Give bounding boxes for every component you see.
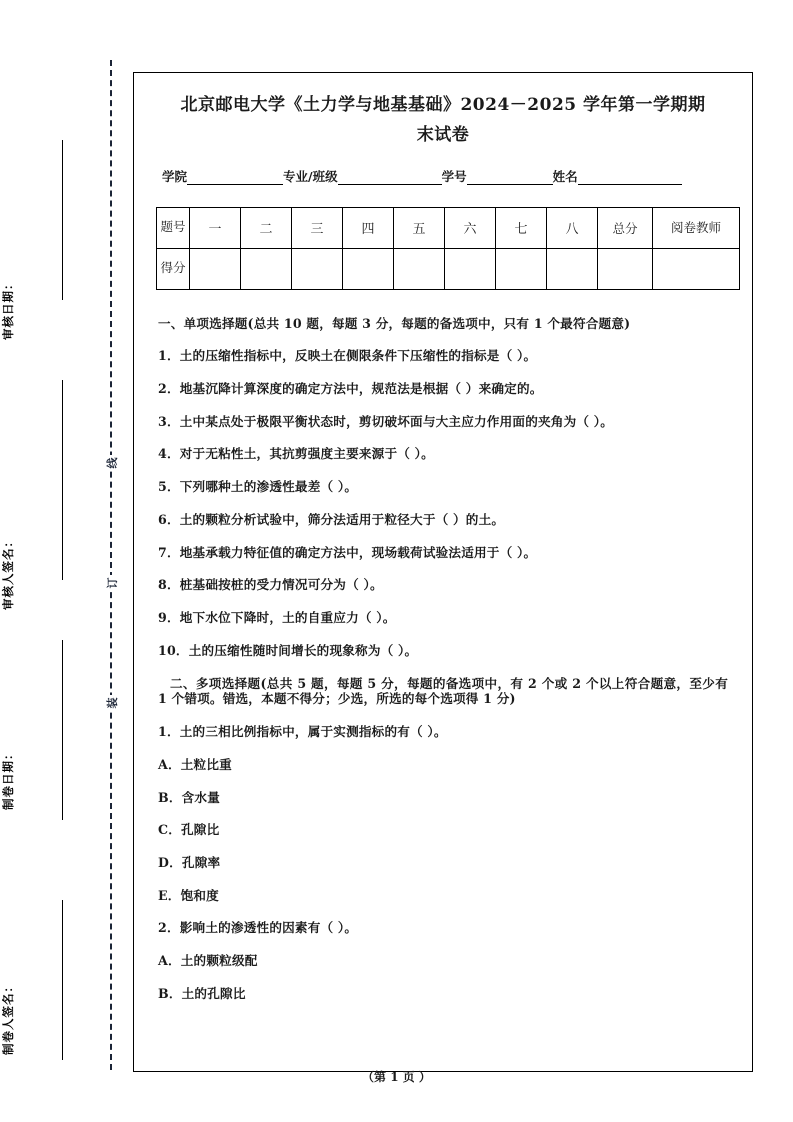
score-cell-5[interactable] [394,248,445,289]
field-student-id [442,167,553,185]
question-2-1-option-c: C．孔隙比 [158,822,220,838]
section-heading-single-choice: 一、单项选择题(总共 10 题，每题 3 分，每题的备选项中，只有 1 个最符合题意) [158,315,631,331]
question-1-10: 10．土的压缩性随时间增长的现象称为（ ）。 [158,642,418,658]
margin-label-review-date: 审核日期： [1,277,15,340]
exam-sheet [133,72,753,1072]
field-student-id-input[interactable] [467,171,553,185]
seam-char-pack: 装 [101,695,123,711]
margin-rule-2 [62,380,63,580]
score-col-teacher: 阅卷教师 [653,207,740,248]
margin-label-reviewer-signature: 审核人签名： [1,535,15,610]
question-body [156,316,730,1002]
question-2-2-option-b: B．土的孔隙比 [158,985,246,1001]
field-name-input[interactable] [578,171,682,185]
field-major-class [283,167,442,185]
score-col-7: 七 [496,207,547,248]
score-col-4: 四 [343,207,394,248]
margin-rule-1 [62,140,63,300]
score-col-8: 八 [547,207,598,248]
binding-margin [0,0,133,1122]
student-info-line [156,167,730,185]
question-2-1-option-b: B．含水量 [158,789,221,805]
score-col-2: 二 [241,207,292,248]
field-college-label: 学院 [162,168,188,184]
question-1-2: 2．地基沉降计算深度的确定方法中，规范法是根据（ ）来确定的。 [158,380,543,396]
question-1-7: 7．地基承载力特征值的确定方法中，现场载荷试验法适用于（ ）。 [158,544,537,560]
field-name [553,167,682,185]
question-2-1: 1．土的三相比例指标中，属于实测指标的有（ ）。 [158,724,447,740]
question-1-6: 6．土的颗粒分析试验中，筛分法适用于粒径大于（ ）的土。 [158,511,505,527]
question-2-2: 2．影响土的渗透性的因素有（ ）。 [158,920,358,936]
score-col-6: 六 [445,207,496,248]
question-1-9: 9．地下水位下降时，土的自重应力（ ）。 [158,610,396,626]
margin-label-preparer-signature: 制卷人签名： [1,980,15,1055]
field-student-id-label: 学号 [441,168,467,184]
score-col-total: 总分 [598,207,653,248]
margin-rule-3 [62,640,63,820]
score-cell-teacher[interactable] [653,248,740,289]
question-1-1: 1．土的压缩性指标中，反映土在侧限条件下压缩性的指标是（ ）。 [158,348,537,364]
seam-char-bind: 订 [101,575,123,591]
field-name-label: 姓名 [552,168,578,184]
score-table [156,207,740,290]
question-2-1-option-e: E．饱和度 [158,887,219,903]
score-cell-total[interactable] [598,248,653,289]
score-col-3: 三 [292,207,343,248]
score-cell-6[interactable] [445,248,496,289]
page-footer: （第 1 页 ） [362,1070,431,1084]
score-cell-2[interactable] [241,248,292,289]
score-cell-8[interactable] [547,248,598,289]
question-2-1-option-a: A．土粒比重 [158,756,232,772]
exam-title-line-2: 末试卷 [416,124,470,145]
score-col-1: 一 [190,207,241,248]
margin-label-prepare-date: 制卷日期： [1,747,15,810]
question-2-2-option-a: A．土的颗粒级配 [158,953,258,969]
field-college [162,167,283,185]
field-major-class-label: 专业/班级 [283,168,338,184]
question-1-5: 5．下列哪种土的渗透性最差（ ）。 [158,479,358,495]
exam-title-line-1: 北京邮电大学《土力学与地基基础》2024－2025 学年第一学期期 [180,95,706,115]
question-2-1-option-d: D．孔隙率 [158,854,221,870]
table-row-scores [157,248,740,289]
score-cell-1[interactable] [190,248,241,289]
binding-dashed-line [110,60,112,1070]
seam-char-line: 线 [101,455,123,471]
score-table-row-label-score: 得分 [157,248,190,289]
exam-title [162,91,724,151]
question-1-4: 4．对于无粘性土，其抗剪强度主要来源于（ ）。 [158,446,434,462]
margin-rule-4 [62,900,63,1060]
score-cell-7[interactable] [496,248,547,289]
field-college-input[interactable] [187,171,283,185]
score-cell-4[interactable] [343,248,394,289]
question-1-3: 3．土中某点处于极限平衡状态时，剪切破坏面与大主应力作用面的夹角为（ ）。 [158,413,614,429]
score-cell-3[interactable] [292,248,343,289]
question-1-8: 8．桩基础按桩的受力情况可分为（ ）。 [158,577,383,593]
score-col-5: 五 [394,207,445,248]
table-row-question-numbers [157,207,740,248]
score-table-row-label-question: 题号 [157,207,190,248]
field-major-class-input[interactable] [338,171,442,185]
section-heading-multi-choice: 二、多项选择题(总共 5 题，每题 5 分，每题的备选项中，有 2 个或 2 个以上符合题意，至少有 1 个错项。错选，本题不得分；少选，所选的每个选项得 1 分) [158,675,728,707]
